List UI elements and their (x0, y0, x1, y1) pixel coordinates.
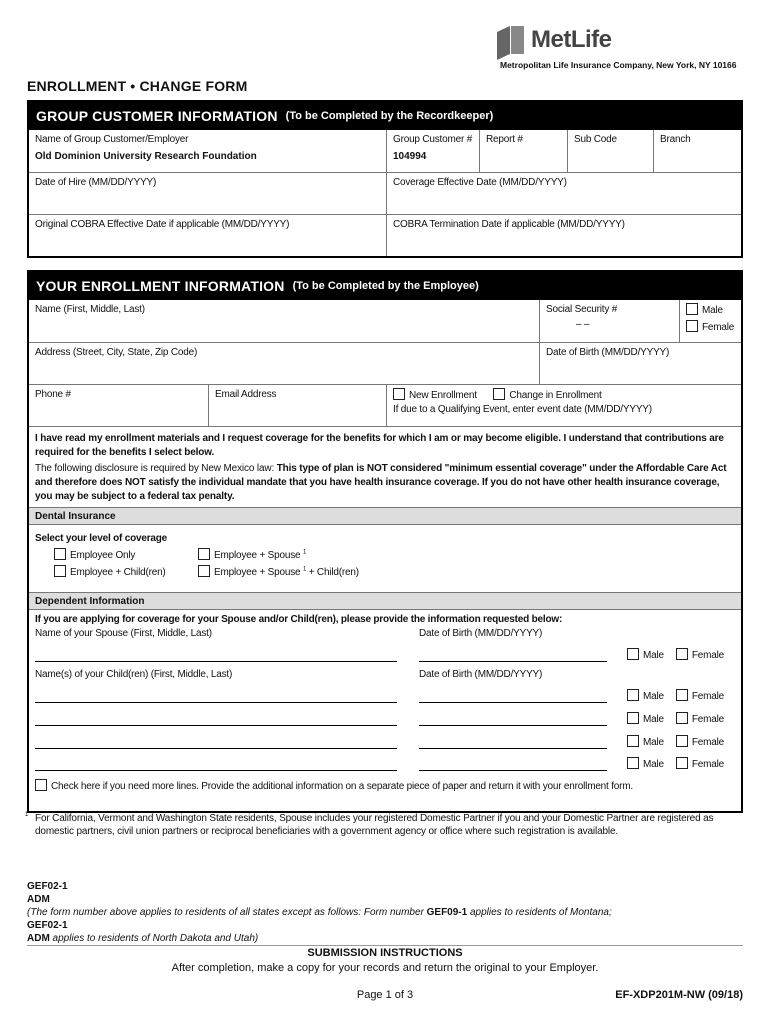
child-4-male-option[interactable] (627, 759, 664, 770)
form-number: EF-XDP201M-NW (09/18) (615, 989, 743, 1001)
enrollment-section-title: YOUR ENROLLMENT INFORMATION (36, 278, 285, 294)
enrollment-section-header (29, 272, 741, 300)
new-enrollment-checkbox[interactable] (393, 388, 405, 400)
group-customer-section (27, 100, 743, 258)
qualifying-event-label: If due to a Qualifying Event, enter event date (MM/DD/YYYY) (393, 404, 652, 415)
subcode-field[interactable] (567, 130, 653, 172)
child-1-female-checkbox[interactable] (676, 689, 688, 701)
child-3-dob-line[interactable] (419, 748, 607, 749)
group-row-2 (29, 172, 741, 214)
report-field[interactable] (479, 130, 567, 172)
child-3-gender (627, 735, 724, 748)
coverage-level-label: Select your level of coverage (35, 533, 168, 544)
cobra-effective-label: Original COBRA Effective Date if applicable (MM/DD/YYYY) (35, 219, 290, 230)
form-title: ENROLLMENT • CHANGE FORM (27, 78, 248, 94)
company-address: Metropolitan Life Insurance Company, New York, NY 10166 (500, 60, 737, 70)
child-3-name-line[interactable] (35, 748, 397, 749)
child-4-female-checkbox[interactable] (676, 757, 688, 769)
option-employee-spouse[interactable] (198, 548, 359, 561)
footer-divider (27, 945, 743, 946)
coverage-date-field[interactable] (386, 173, 741, 214)
employee-only-label: Employee Only (70, 550, 136, 561)
employee-name-field[interactable] (29, 300, 539, 342)
enrollment-section (27, 270, 743, 813)
child-4-male-label: Male (643, 759, 664, 770)
group-number-field[interactable] (386, 130, 479, 172)
spouse-name-label: Name of your Spouse (First, Middle, Last) (35, 628, 212, 639)
email-field[interactable] (208, 385, 386, 426)
request-statement: I have read my enrollment materials and I request coverage for the benefits for which I am or may become eligible. I understand that contributions are required for the benefits I select below. (35, 433, 724, 458)
enroll-row-1 (29, 300, 741, 342)
branch-field[interactable] (653, 130, 741, 172)
spouse-female-label: Female (691, 650, 725, 661)
spouse-male-label: Male (643, 650, 664, 661)
child-2-dob-line[interactable] (419, 725, 607, 726)
option-employee-spouse-child[interactable] (198, 565, 359, 578)
change-enrollment-option[interactable] (493, 390, 601, 401)
spouse-gender (627, 648, 724, 661)
cobra-termination-field[interactable] (386, 215, 741, 256)
child-3-female-label: Female (691, 737, 725, 748)
metlife-logo-icon (497, 26, 525, 54)
enroll-row-3 (29, 384, 741, 426)
nm-disclosure (35, 462, 735, 504)
group-row-3 (29, 214, 741, 256)
employer-value: Old Dominion University Research Foundation (35, 151, 257, 162)
spouse-male-option[interactable] (627, 650, 664, 661)
employee-dob-label: Date of Birth (MM/DD/YYYY) (546, 347, 670, 358)
employee-female-option[interactable] (686, 320, 735, 333)
child-3-female-checkbox[interactable] (676, 735, 688, 747)
child-2-male-label: Male (643, 714, 664, 725)
child-2-gender (627, 712, 724, 725)
enrollment-section-subtitle: (To be Completed by the Employee) (292, 280, 479, 292)
branch-label: Branch (660, 134, 691, 145)
employee-male-checkbox[interactable] (686, 303, 698, 315)
submission-title: SUBMISSION INSTRUCTIONS (307, 947, 463, 959)
group-section-header (29, 102, 741, 130)
spouse-male-checkbox[interactable] (627, 648, 639, 660)
dependent-block (29, 610, 741, 811)
hire-date-field[interactable] (29, 173, 386, 214)
coverage-date-label: Coverage Effective Date (MM/DD/YYYY) (393, 177, 567, 188)
dental-insurance-header: Dental Insurance (29, 507, 741, 525)
new-enrollment-label: New Enrollment (409, 390, 477, 401)
spouse-female-checkbox[interactable] (676, 648, 688, 660)
child-2-male-checkbox[interactable] (627, 712, 639, 724)
ssn-field[interactable] (539, 300, 679, 342)
form-note-c: applies to residents of Montana; (467, 907, 612, 918)
metlife-logo (497, 24, 612, 56)
child-1-male-label: Male (643, 691, 664, 702)
phone-label: Phone # (35, 389, 71, 400)
more-lines-checkbox[interactable] (35, 779, 47, 791)
employee-female-checkbox[interactable] (686, 320, 698, 332)
group-row-1 (29, 130, 741, 172)
form-note-d: applies to residents of North Dakota and Utah) (49, 933, 259, 944)
group-section-title: GROUP CUSTOMER INFORMATION (36, 108, 278, 124)
employee-female-label: Female (702, 322, 735, 333)
employee-spouse-child-label-b: + Child(ren) (306, 567, 359, 578)
report-label: Report # (486, 134, 523, 145)
child-1-dob-line[interactable] (419, 702, 607, 703)
employee-child-label: Employee + Child(ren) (70, 567, 166, 578)
child-4-name-line[interactable] (35, 770, 397, 771)
child-3-male-label: Male (643, 737, 664, 748)
form-note-a: (The form number above applies to residents of all states except as follows: Form number (27, 907, 427, 918)
child-1-gender (627, 689, 724, 702)
option-employee-only[interactable] (54, 548, 198, 561)
spouse-name-line[interactable] (35, 661, 397, 662)
option-employee-child[interactable] (54, 565, 198, 578)
child-4-gender (627, 757, 724, 770)
enrollment-type (386, 385, 741, 426)
cobra-termination-label: COBRA Termination Date if applicable (MM/DD/YYYY) (393, 219, 625, 230)
employee-spouse-label: Employee + Spouse (214, 550, 301, 561)
child-4-female-option[interactable] (676, 759, 724, 770)
employee-spouse-checkbox[interactable] (198, 548, 210, 560)
change-enrollment-label: Change in Enrollment (509, 390, 602, 401)
employee-male-label: Male (702, 305, 723, 316)
nm-disclosure-text: This type of plan is NOT considered "minimum essential coverage" under the Affordable Care Act and therefore does NOT satisfy the individual mandate that you have health insurance coverage. If you do not have other health insurance coverage, you may be subject to a federal tax penalty. (35, 463, 727, 502)
child-3-male-option[interactable] (627, 737, 664, 748)
employee-dob-field[interactable] (539, 343, 741, 384)
form-code-3: GEF02-1 (27, 920, 68, 931)
child-1-name-line[interactable] (35, 702, 397, 703)
coverage-level-block (29, 525, 741, 592)
submission-text: After completion, make a copy for your records and return the original to your Employer. (171, 962, 599, 974)
employee-child-checkbox[interactable] (54, 565, 66, 577)
hire-date-label: Date of Hire (MM/DD/YYYY) (35, 177, 157, 188)
footnote-text: For California, Vermont and Washington State residents, Spouse includes your registered Domestic Partner if you and your Domestic Partner are registered as domestic partners, civil union partners or reciprocal beneficiaries with a government agency or office where such registration is available. (35, 813, 714, 837)
child-1-female-label: Female (691, 691, 725, 702)
child-1-female-option[interactable] (676, 691, 724, 702)
statement-block (29, 426, 741, 507)
group-section-subtitle: (To be Completed by the Recordkeeper) (285, 110, 494, 122)
spouse-dob-line[interactable] (419, 661, 607, 662)
employer-field[interactable] (29, 130, 386, 172)
more-lines-option[interactable] (35, 779, 633, 792)
employee-spouse-child-label-a: Employee + Spouse (214, 567, 301, 578)
ssn-dashes: – – (576, 319, 590, 330)
child-2-female-label: Female (691, 714, 725, 725)
coverage-options (35, 548, 735, 578)
address-field[interactable] (29, 343, 539, 384)
child-4-female-label: Female (691, 759, 725, 770)
child-3-male-checkbox[interactable] (627, 735, 639, 747)
address-label: Address (Street, City, State, Zip Code) (35, 347, 198, 358)
employee-name-label: Name (First, Middle, Last) (35, 304, 145, 315)
child-2-name-line[interactable] (35, 725, 397, 726)
group-number-label: Group Customer # (393, 134, 473, 145)
child-2-female-checkbox[interactable] (676, 712, 688, 724)
footnote-mark: 1 (25, 812, 29, 818)
employer-label: Name of Group Customer/Employer (35, 134, 189, 145)
nm-disclosure-intro: The following disclosure is required by New Mexico law: (35, 463, 277, 474)
change-enrollment-checkbox[interactable] (493, 388, 505, 400)
form-state-note (27, 906, 612, 919)
child-4-male-checkbox[interactable] (627, 757, 639, 769)
spouse-footnote-mark: 1 (302, 549, 307, 556)
dependent-info-header: Dependent Information (29, 592, 741, 610)
group-number-value: 104994 (393, 151, 427, 162)
form-code-2: ADM (27, 894, 50, 905)
employee-male-option[interactable] (686, 303, 735, 316)
spouse-child-footnote-mark: 1 (302, 566, 307, 573)
more-lines-label: Check here if you need more lines. Provide the additional information on a separate piece of paper and return it with your enrollment form. (51, 781, 633, 792)
brand-name: MetLife (531, 26, 612, 53)
child-2-male-option[interactable] (627, 714, 664, 725)
new-enrollment-option[interactable] (393, 390, 477, 401)
child-name-label: Name(s) of your Child(ren) (First, Middle, Last) (35, 669, 233, 680)
spouse-dob-label: Date of Birth (MM/DD/YYYY) (419, 628, 543, 639)
ssn-label: Social Security # (546, 304, 618, 315)
subcode-label: Sub Code (574, 134, 617, 145)
child-2-female-option[interactable] (676, 714, 724, 725)
form-code-4: ADM (27, 933, 50, 944)
phone-field[interactable] (29, 385, 208, 426)
child-1-male-checkbox[interactable] (627, 689, 639, 701)
dependent-instruction: If you are applying for coverage for your Spouse and/or Child(ren), please provide the information requested below: (35, 614, 563, 625)
employee-only-checkbox[interactable] (54, 548, 66, 560)
employee-gender (679, 300, 741, 342)
cobra-effective-field[interactable] (29, 215, 386, 256)
enroll-row-2 (29, 342, 741, 384)
spouse-female-option[interactable] (676, 650, 724, 661)
page-number: Page 1 of 3 (356, 989, 414, 1001)
form-codes-block (27, 880, 612, 945)
child-4-dob-line[interactable] (419, 770, 607, 771)
email-label: Email Address (215, 389, 277, 400)
form-state-note-2 (27, 932, 612, 945)
employee-spouse-child-checkbox[interactable] (198, 565, 210, 577)
child-3-female-option[interactable] (676, 737, 724, 748)
child-1-male-option[interactable] (627, 691, 664, 702)
form-note-b: GEF09-1 (426, 907, 468, 918)
form-code-1: GEF02-1 (27, 881, 68, 892)
child-dob-label: Date of Birth (MM/DD/YYYY) (419, 669, 543, 680)
